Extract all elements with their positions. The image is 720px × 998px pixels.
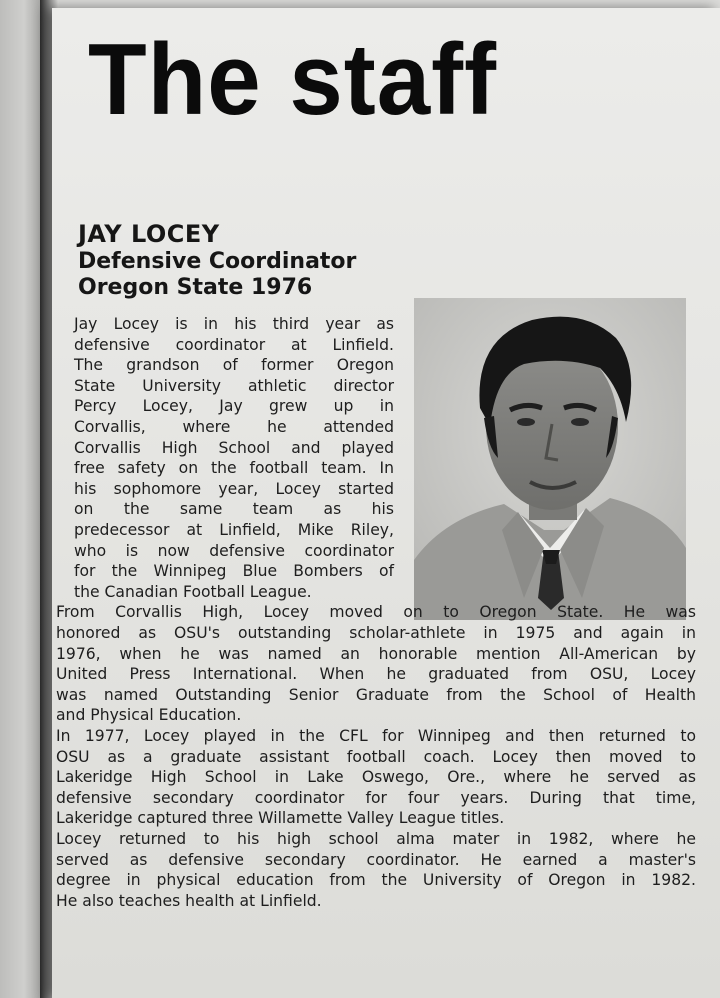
bio-column-line: on the same team as his [74,500,394,519]
portrait-illustration [414,298,686,620]
bio-full-line: 1976, when he was named an honorable mention All-American by [56,644,696,663]
bio-column-line: The grandson of former Oregon [74,356,394,375]
staff-name: JAY LOCEY [78,220,220,248]
bio-column-line: the Canadian Football League. [74,582,312,601]
bio-full-line: was named Outstanding Senior Graduate from the School of Health [56,685,696,704]
staff-affiliation: Oregon State 1976 [78,275,313,301]
bio-full-line: Locey returned to his high school alma mater in 1982, where he [56,830,696,848]
bio-column-line: who is now defensive coordinator [74,541,394,560]
bio-column-line: for the Winnipeg Blue Bombers of [74,562,394,581]
bio-full-line: Lakeridge High School in Lake Oswego, Ore., where he served as [56,768,696,787]
bio-column-line: State University athletic director [74,376,394,395]
bio-column-line: Jay Locey is in his third year as [74,315,394,333]
bio-full-line: served as defensive secondary coordinator. He earned a master's [56,850,696,869]
bio-full-line: In 1977, Locey played in the CFL for Winnipeg and then returned to [56,727,696,745]
bio-column-line: predecessor at Linfield, Mike Riley, [74,521,394,539]
bio-column-line: defensive coordinator at Linfield. [74,335,394,354]
bio-column-line: Corvallis, where he attended [74,418,394,436]
staff-heading [78,220,356,302]
portrait-photo [414,298,686,620]
bio-column-line: his sophomore year, Locey started [74,479,394,498]
bio-column-line: Percy Locey, Jay grew up in [74,397,394,416]
bio-full-line: honored as OSU's outstanding scholar-athlete in 1975 and again in [56,624,696,642]
bio-column-line: Corvallis High School and played [74,438,394,457]
bio-full-line: He also teaches health at Linfield. [56,891,322,910]
magazine-page [52,8,720,998]
bio-column-line: free safety on the football team. In [74,459,394,478]
bio-full-line: degree in physical education from the University of Oregon in 1982. [56,871,696,890]
bio-full-line: and Physical Education. [56,706,242,725]
bio-full-line: From Corvallis High, Locey moved on to Oregon State. He was [56,603,696,622]
previous-page-edge [0,0,40,998]
bio-full-line: Lakeridge captured three Willamette Valley League titles. [56,809,505,828]
bio-full-line: defensive secondary coordinator for four years. During that time, [56,788,696,807]
bio-full-line: OSU as a graduate assistant football coach. Locey then moved to [56,747,696,766]
bio-full-line: United Press International. When he graduated from OSU, Locey [56,665,696,684]
page-title: The staff [88,23,498,137]
staff-role: Defensive Coordinator [78,248,357,274]
